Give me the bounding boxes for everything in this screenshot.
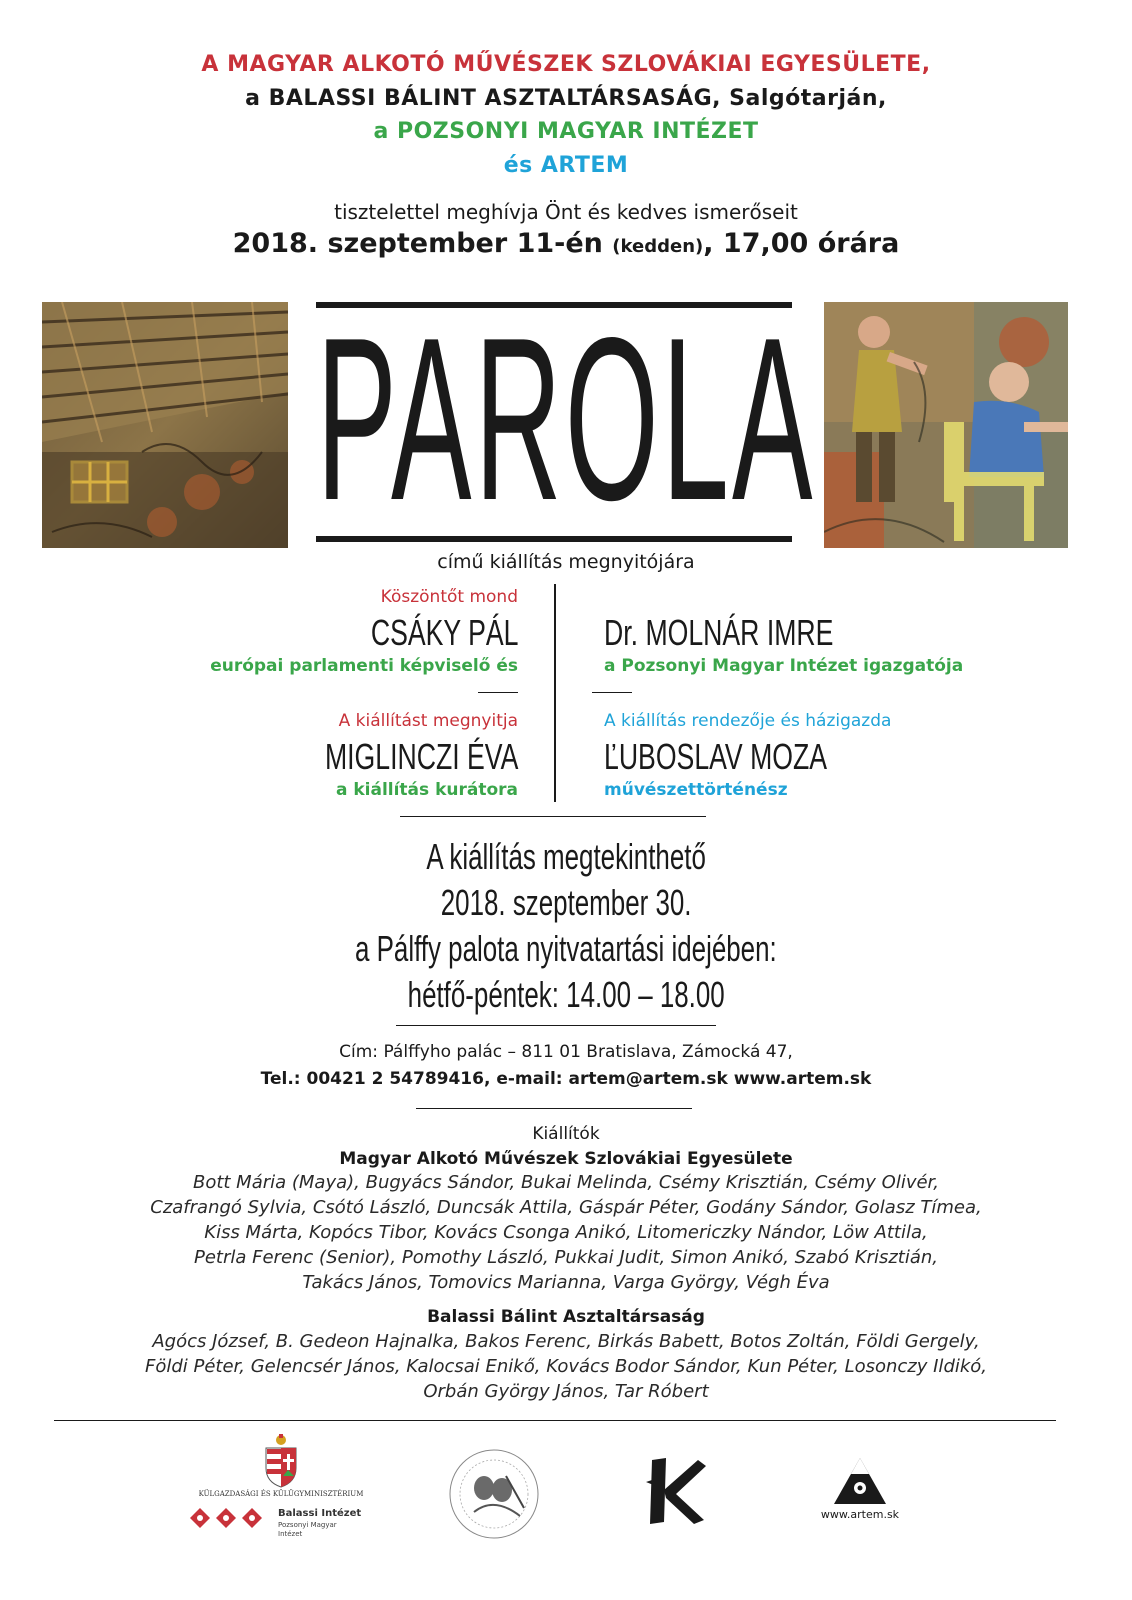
speaker-2-name: Dr. MOLNÁR IMRE — [604, 612, 834, 653]
exhibition-title: PAROLA — [316, 304, 816, 534]
exhibitors-heading: Kiállítók — [532, 1124, 600, 1144]
viewing-bottom-rule — [396, 1025, 716, 1026]
speakers-bottom-rule — [400, 816, 706, 817]
group-2-title: Balassi Bálint Asztaltársaság — [427, 1307, 705, 1327]
viewing-line-3-wrap — [0, 928, 1132, 968]
right-short-rule-1 — [592, 692, 632, 693]
balassi-sub-1: Pozsonyi Magyar — [278, 1521, 337, 1529]
left-short-rule-1 — [478, 692, 518, 693]
opener-name: MIGLINCZI ÉVA — [324, 736, 518, 777]
organizer-name-wrap — [604, 736, 905, 780]
speaker-1-name: CSÁKY PÁL — [370, 612, 518, 653]
organizer-role: A kiállítás rendezője és házigazda — [604, 711, 892, 731]
viewing-line-2: 2018. szeptember 30. — [440, 882, 692, 923]
opening-role: A kiállítást megnyitja — [338, 711, 518, 731]
event-time: , 17,00 órára — [703, 228, 900, 259]
balassi-sub-2: Intézet — [278, 1530, 303, 1538]
k-brush-icon — [644, 1456, 710, 1526]
viewing-line-4: hétfő-péntek: 14.00 – 18.00 — [407, 974, 725, 1015]
group-1-line: Kiss Márta, Kopócs Tibor, Kovács Csonga Anikó, Litomericzky Nándor, Löw Attila, — [204, 1222, 928, 1243]
footer-rule — [54, 1420, 1056, 1421]
contact-address: Cím: Pálffyho palác – 811 01 Bratislava, Zámocká 47, — [339, 1042, 793, 1062]
greeting-role: Köszöntőt mond — [380, 587, 518, 607]
title-bottom-rule — [316, 536, 792, 542]
contact-bottom-rule — [416, 1108, 692, 1109]
speaker-1-name-wrap — [319, 612, 518, 656]
speaker-1-title: európai parlamenti képviselő és — [210, 656, 518, 676]
event-datetime — [0, 228, 1132, 259]
organizer-line-1: A MAGYAR ALKOTÓ MŰVÉSZEK SZLOVÁKIAI EGYESÜLETE, — [201, 52, 931, 77]
group-1-title: Magyar Alkotó Művészek Szlovákiai Egyesülete — [339, 1149, 793, 1169]
balassi-pattern-icon — [190, 1508, 272, 1528]
viewing-line-3: a Pálffy palota nyitvatartási idejében: — [355, 928, 777, 969]
artem-url[interactable]: www.artem.sk — [820, 1508, 900, 1521]
viewing-line-2-wrap — [0, 882, 1132, 922]
opener-title: a kiállítás kurátora — [335, 780, 518, 800]
seal-icon — [446, 1446, 542, 1542]
artem-logo — [814, 1456, 906, 1526]
viewing-line-1: A kiállítás megtekinthető — [426, 836, 706, 877]
group-1-line: Takács János, Tomovics Marianna, Varga György, Végh Éva — [302, 1272, 830, 1293]
artem-triangle-icon — [832, 1456, 888, 1506]
group-2-line: Orbán György János, Tar Róbert — [423, 1381, 709, 1402]
viewing-line-1-wrap — [0, 836, 1132, 876]
viewing-line-4-wrap — [0, 974, 1132, 1014]
invitation-text: tisztelettel meghívja Önt és kedves ismerőseit — [334, 200, 798, 224]
balassi-name: Balassi Intézet — [278, 1508, 362, 1519]
organizer-title: művészettörténész — [604, 780, 788, 800]
organizer-line-2: a BALASSI BÁLINT ASZTALTÁRSASÁG, Salgótarján, — [245, 86, 887, 111]
event-date: 2018. szeptember 11-én — [232, 228, 603, 259]
coat-of-arms-icon — [261, 1434, 301, 1488]
group-1-line: Czafrangó Sylvia, Csótó László, Duncsák Attila, Gáspár Péter, Godány Sándor, Golasz Tímea, — [150, 1197, 982, 1218]
ministry-caption: KÜLGAZDASÁGI ÉS KÜLÜGYMINISZTÉRIUM — [198, 1490, 364, 1498]
contact-phone-email[interactable]: Tel.: 00421 2 54789416, e-mail: artem@artem.sk www.artem.sk — [260, 1069, 872, 1089]
organizer-name: ĽUBOSLAV MOZA — [604, 736, 828, 777]
k-logo — [644, 1456, 710, 1526]
group-2-line: Földi Péter, Gelencsér János, Kalocsai Enikő, Kovács Bodor Sándor, Kun Péter, Losonczy Ildikó, — [144, 1356, 988, 1377]
ministry-logo — [186, 1432, 376, 1572]
opener-name-wrap — [257, 736, 518, 780]
asztaltarsasag-logo — [446, 1446, 542, 1542]
speaker-2-title: a Pozsonyi Magyar Intézet igazgatója — [604, 656, 964, 676]
speaker-2-name-wrap — [604, 612, 914, 656]
exhibition-subtitle: című kiállítás megnyitójára — [437, 551, 695, 573]
group-1-line: Bott Mária (Maya), Bugyács Sándor, Bukai Melinda, Csémy Krisztián, Csémy Olivér, — [192, 1172, 940, 1193]
speakers-divider — [554, 584, 556, 802]
organizer-line-4: és ARTEM — [503, 153, 629, 178]
organizer-line-3: a POZSONYI MAGYAR INTÉZET — [373, 119, 759, 144]
group-1-line: Petrla Ferenc (Senior), Pomothy László, Pukkai Judit, Simon Anikó, Szabó Krisztián, — [193, 1247, 938, 1268]
group-2-line: Agócs József, B. Gedeon Hajnalka, Bakos Ferenc, Birkás Babett, Botos Zoltán, Földi Gergely, — [152, 1331, 980, 1352]
event-day: (kedden) — [612, 236, 704, 257]
